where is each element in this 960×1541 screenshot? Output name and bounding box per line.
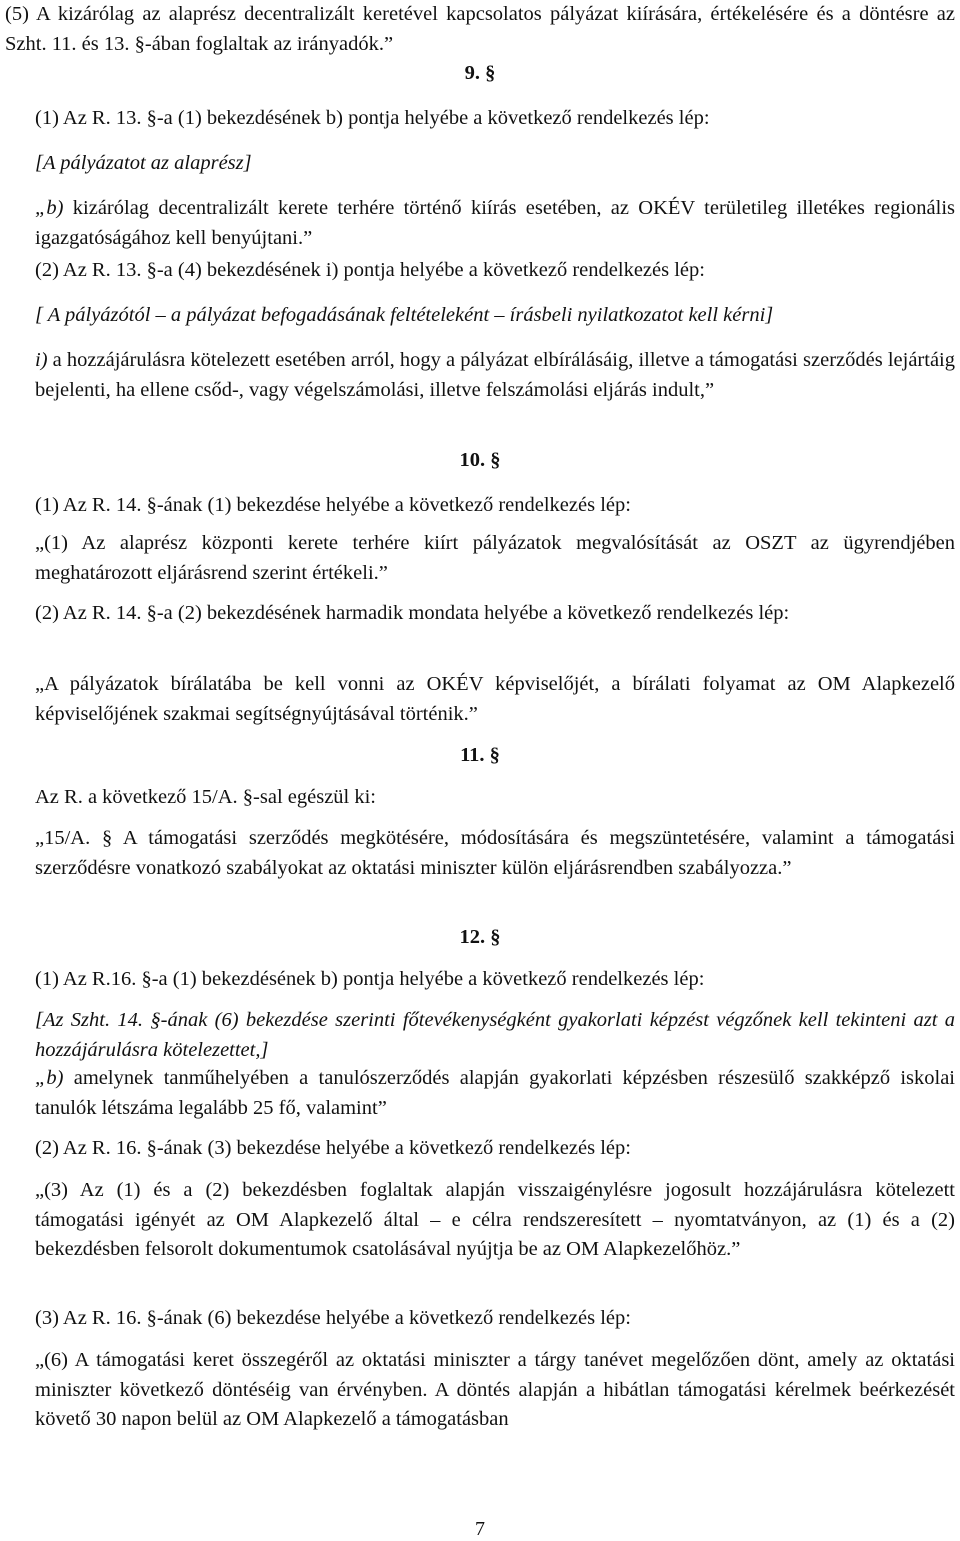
italic-text: [Az Szht. 14. §-ának (6) bekezdése szerinti főtevékenységként gyakorlati képzést végzőnek kell tekinteni azt a hozzájárulásra kötelezettet,] bbox=[35, 1009, 955, 1061]
point-label: „b) bbox=[35, 197, 64, 219]
section-heading-9: 9. § bbox=[464, 62, 496, 84]
italic-text: [ A pályázótól – a pályázat befogadásának feltételeként – írásbeli nyilatkozatot kell kérni] bbox=[35, 304, 774, 326]
page-number: 7 bbox=[475, 1518, 485, 1540]
provision-text: a hozzájárulásra kötelezett esetében arról, hogy a pályázat elbírálásáig, illetve a támogatási szerződés lejártáig bejelenti, ha ellene csőd-, vagy végelszámolási, illetve felszámolási eljárás indult,” bbox=[35, 349, 955, 401]
amendment-12-2: (2) Az R. 16. §-ának (3) bekezdése helyébe a következő rendelkezés lép: bbox=[35, 1137, 631, 1159]
bracket-text-12-1 bbox=[5, 1006, 955, 1065]
point-label: i) bbox=[35, 349, 48, 371]
quoted-provision-10-1: „(1) Az alaprész központi kerete terhére kiírt pályázatok megvalósítását az OSZT az ügyrendjében meghatározott eljárásrend szerint értékeli.” bbox=[35, 532, 955, 584]
amendment-12-3: (3) Az R. 16. §-ának (6) bekezdése helyébe a következő rendelkezés lép: bbox=[35, 1307, 631, 1329]
amendment-9-2: (2) Az R. 13. §-a (4) bekezdésének i) pontja helyébe a következő rendelkezés lép: bbox=[35, 259, 705, 281]
amendment-10-1: (1) Az R. 14. §-ának (1) bekezdése helyébe a következő rendelkezés lép: bbox=[35, 494, 631, 516]
amendment-11: Az R. a következő 15/A. §-sal egészül ki: bbox=[35, 786, 377, 808]
provision-text: amelynek tanműhelyében a tanulószerződés alapján gyakorlati képzésben részesülő szakképző iskolai tanulók létszáma legalább 25 fő, valamint” bbox=[35, 1067, 955, 1119]
quoted-provision-10-2: „A pályázatok bírálatába be kell vonni az OKÉV képviselőjét, a bírálati folyamat az OM Alapkezelő képviselőjének szakmai segítségnyújtásával történik.” bbox=[35, 673, 955, 725]
quoted-provision-i bbox=[5, 346, 955, 405]
point-label: „b) bbox=[35, 1067, 64, 1089]
quoted-provision-15a: „15/A. § A támogatási szerződés megkötésére, módosítására és megszüntetésére, valamint a támogatási szerződésre vonatkozó szabályokat az oktatási miniszter külön eljárásrendben szabályozza.” bbox=[35, 827, 955, 879]
paragraph-5: (5) A kizárólag az alaprész decentralizált keretével kapcsolatos pályázat kiírására, értékelésére és a döntésre az Szht. 11. és 13. §-ában foglaltak az irányadók.” bbox=[5, 3, 955, 55]
quoted-provision-b bbox=[5, 194, 955, 253]
bracket-text-9-1 bbox=[5, 149, 955, 179]
section-heading-11: 11. § bbox=[460, 744, 500, 766]
quoted-provision-12-6: „(6) A támogatási keret összegéről az oktatási miniszter a tárgy tanévet megelőzően dönt, amely az oktatási miniszter következő döntéséig van érvényben. A döntés alapján a hibátlan támogatási kérelmek beérkezését követő 30 napon belül az OM Alapkezelő a támogatásban bbox=[35, 1349, 955, 1430]
section-heading-10: 10. § bbox=[459, 449, 501, 471]
amendment-9-1: (1) Az R. 13. §-a (1) bekezdésének b) pontja helyébe a következő rendelkezés lép: bbox=[35, 107, 710, 129]
italic-text: [A pályázatot az alaprész] bbox=[35, 152, 252, 174]
amendment-12-1: (1) Az R.16. §-a (1) bekezdésének b) pontja helyébe a következő rendelkezés lép: bbox=[35, 968, 705, 990]
quoted-provision-12-b bbox=[5, 1064, 955, 1123]
amendment-10-2: (2) Az R. 14. §-a (2) bekezdésének harmadik mondata helyébe a következő rendelkezés lép: bbox=[35, 602, 790, 624]
quoted-provision-12-3: „(3) Az (1) és a (2) bekezdésben foglaltak alapján visszaigénylésre jogosult hozzájárulásra kötelezett támogatási igényét az OM Alapkezelő által – e célra rendszeresített – nyomtatványon, az (1) és a (2) bekezdésben felsorolt dokumentumok csatolásával nyújtja be az OM Alapkezelőhöz.” bbox=[35, 1179, 955, 1260]
bracket-text-9-2 bbox=[5, 301, 955, 331]
section-heading-12: 12. § bbox=[459, 926, 501, 948]
provision-text: kizárólag decentralizált kerete terhére történő kiírás esetében, az OKÉV területileg illetékes regionális igazgatóságához kell benyújtani.” bbox=[35, 197, 955, 249]
